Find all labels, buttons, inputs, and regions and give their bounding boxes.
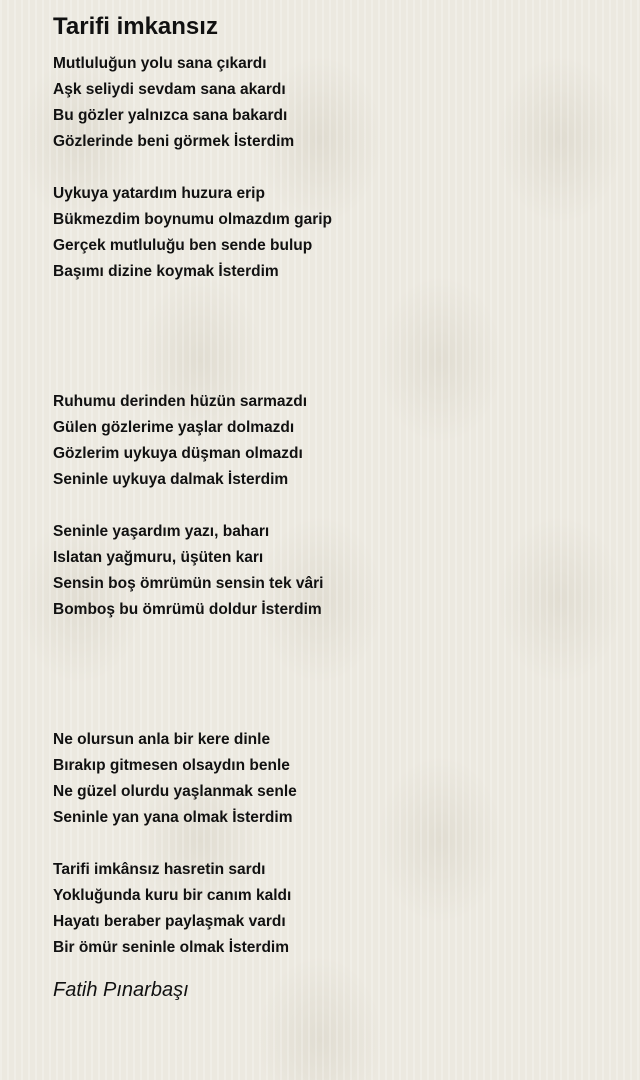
section-gap (53, 285, 613, 389)
stanza-1 (53, 51, 613, 155)
poem-line: Gerçek mutluluğu ben sende bulup (53, 237, 313, 254)
stanza-6 (53, 857, 613, 961)
poem-line: Seninle yaşardım yazı, baharı (53, 523, 270, 540)
poem-line: Ruhumu derinden hüzün sarmazdı (53, 393, 308, 410)
stanza-5 (53, 727, 613, 831)
stanza-gap (53, 155, 613, 181)
poem-line: Aşk seliydi sevdam sana akardı (53, 81, 286, 98)
poem-line: Uykuya yatardım huzura erip (53, 185, 265, 202)
poem-title: Tarifi imkansız (53, 13, 218, 40)
stanza-gap (53, 493, 613, 519)
stanza-gap (53, 831, 613, 857)
poem-line: Tarifi imkânsız hasretin sardı (53, 861, 266, 878)
poem-line: Gülen gözlerime yaşlar dolmazdı (53, 419, 295, 436)
stanza-3 (53, 389, 613, 493)
poem-line: Gözlerim uykuya düşman olmazdı (53, 445, 303, 462)
poem-line: Bu gözler yalnızca sana bakardı (53, 107, 288, 124)
poem-line: Ne güzel olurdu yaşlanmak senle (53, 783, 297, 800)
poem-line: Bırakıp gitmesen olsaydın benle (53, 757, 290, 774)
stanza-4 (53, 519, 613, 623)
poem-line: Bomboş bu ömrümü doldur İsterdim (53, 601, 322, 618)
poem-line: Hayatı beraber paylaşmak vardı (53, 913, 286, 930)
poem-line: Bükmezdim boynumu olmazdım garip (53, 211, 333, 228)
poem-line: Bir ömür seninle olmak İsterdim (53, 939, 290, 956)
poem-line: Islatan yağmuru, üşüten karı (53, 549, 264, 566)
poem-line: Sensin boş ömrümün sensin tek vâri (53, 575, 324, 592)
poem-author: Fatih Pınarbaşı (53, 979, 189, 1001)
poem-line: Seninle uykuya dalmak İsterdim (53, 471, 289, 488)
poem-line: Seninle yan yana olmak İsterdim (53, 809, 293, 826)
section-gap (53, 623, 613, 727)
poem-line: Mutluluğun yolu sana çıkardı (53, 55, 267, 72)
poem-container (53, 10, 613, 1005)
stanza-2 (53, 181, 613, 285)
poem-line: Ne olursun anla bir kere dinle (53, 731, 271, 748)
poem-line: Gözlerinde beni görmek İsterdim (53, 133, 295, 150)
poem-line: Başımı dizine koymak İsterdim (53, 263, 279, 280)
poem-line: Yokluğunda kuru bir canım kaldı (53, 887, 292, 904)
